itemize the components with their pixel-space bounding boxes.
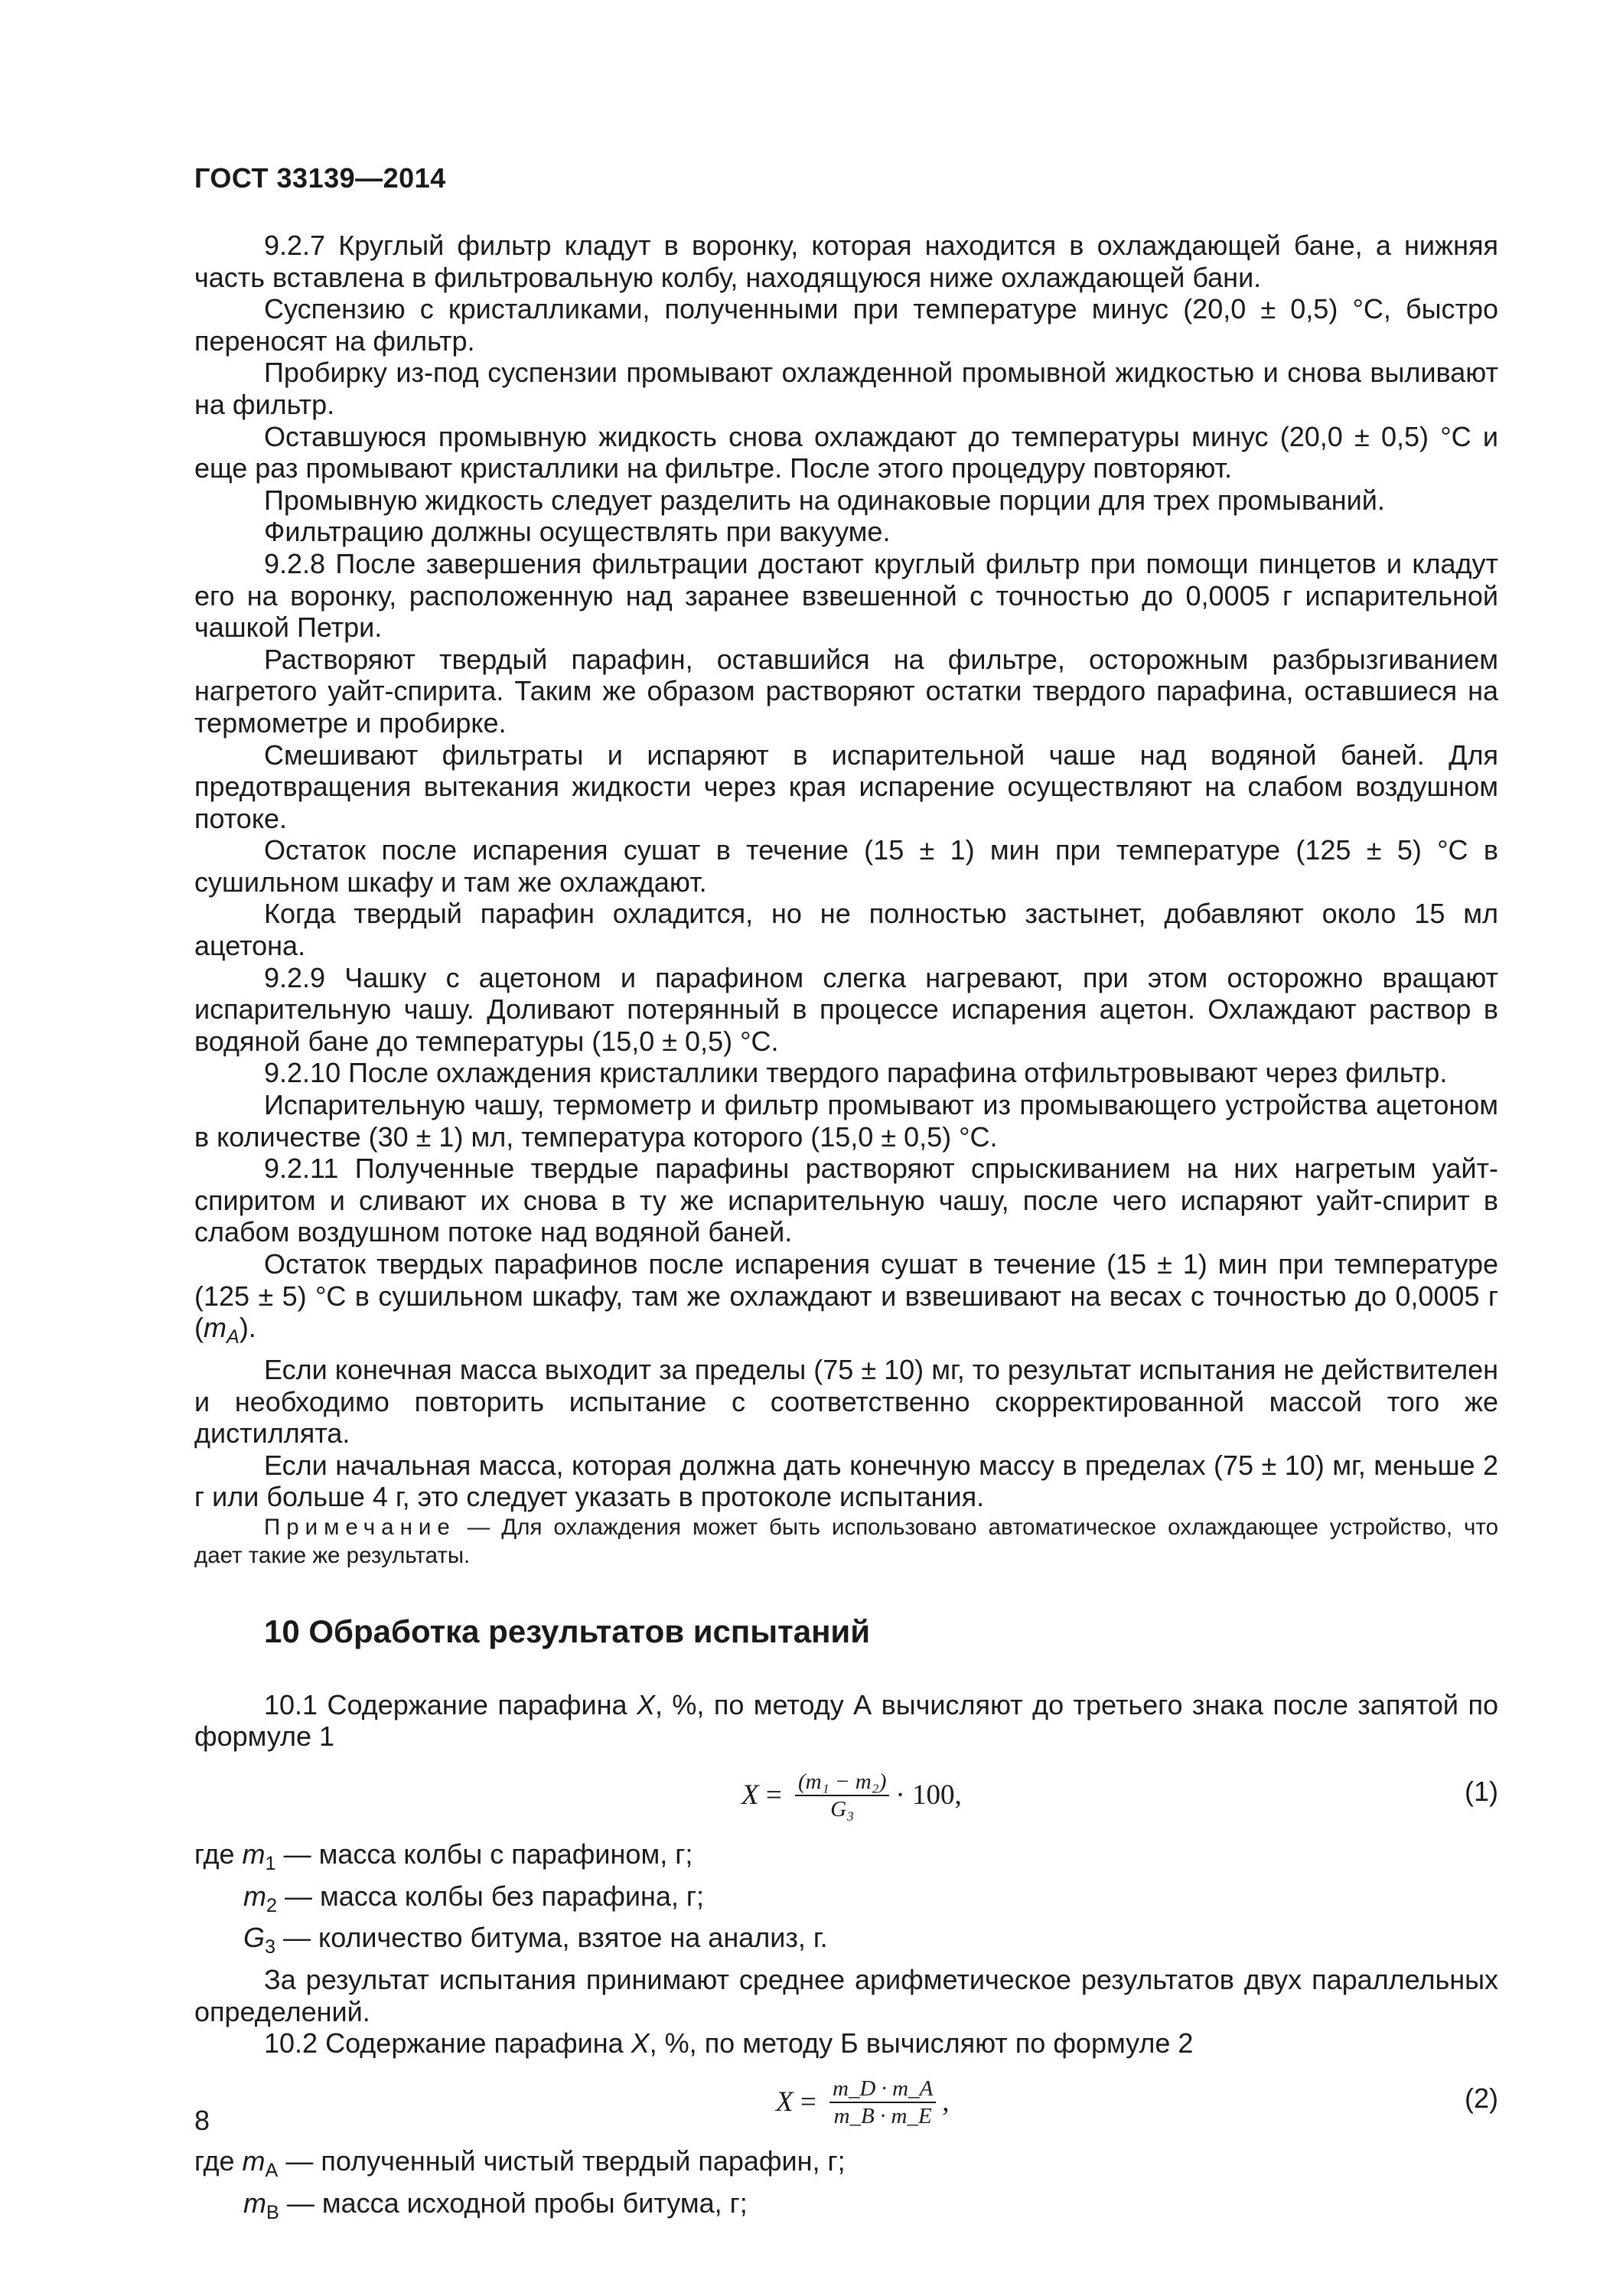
paragraph: 9.2.11 Полученные твердые парафины растворяют спрыскиванием на них нагретым уайт-спиритом и сливают их снова в ту же испарительную чашу, после чего испаряют уайт-спирит в слабом воздушном потоке над водяной баней. [194,1153,1498,1248]
paragraph-10-2 [194,2027,1498,2060]
def-prefix: где [194,1838,243,1870]
paragraph: Если начальная масса, которая должна дать конечную массу в пределах (75 ± 10) мг, меньше 2 г или больше 4 г, это следует указать в протоколе испытания. [194,1449,1498,1513]
definitions-2 [194,2145,1498,2229]
paragraph: 9.2.8 После завершения фильтрации достают круглый фильтр при помощи пинцетов и кладут его на воронку, расположенную над заранее взвешенной с точностью до 0,0005 г испарительной чашкой Петри. [194,547,1498,644]
formula-lhs: X [776,2086,794,2118]
formula-eq: = [758,1779,789,1811]
paragraph: 9.2.7 Круглый фильтр кладут в воронку, которая находится в охлаждающей бане, а нижняя часть вставлена в фильтровальную колбу, находящуюся ниже охлаждающей бани. [194,230,1498,293]
formula-2 [194,2060,1498,2145]
def-text: — масса колбы без парафина, г; [277,1880,704,1912]
def-text: — полученный чистый твердый парафин, г; [278,2144,846,2177]
paragraph: 9.2.9 Чашку с ацетоном и парафином слегка нагревают, при этом осторожно вращают испарительную чашу. Доливают потерянный в процессе испарения ацетон. Охлаждают раствор в водяной бане до температуры (15,0 ± 0,5) °С. [194,961,1498,1057]
def-subscript: 1 [265,1852,276,1874]
paragraph: Растворяют твердый парафин, оставшийся на фильтре, осторожным разбрызгиванием нагретого уайт-спирита. Таким же образом растворяют остатки твердого парафина, оставшиеся на термометре и пробирке. [194,643,1498,739]
paragraph-mass-ma [194,1248,1498,1354]
paragraph-10-1 [194,1689,1498,1753]
document-header: ГОСТ 33139—2014 [194,162,446,194]
def-symbol: G [243,1922,266,1954]
paragraph: Испарительную чашу, термометр и фильтр промывают из промывающего устройства ацетоном в количестве (30 ± 1) мл, температура которого (15,0 ± 0,5) °С. [194,1089,1498,1153]
paragraph-text: , %, по методу А вычисляют до третьего знака после запятой по формуле 1 [194,1688,1498,1753]
formula-expression [776,2060,950,2145]
formula-1 [194,1753,1498,1838]
formula-lhs: X [741,1779,759,1811]
variable-x: X [631,2027,650,2060]
paragraph-text: ). [239,1312,256,1344]
paragraph: Фильтрацию должны осуществлять при вакууме. [264,516,891,548]
def-subscript: B [266,2201,279,2223]
paragraph: 9.2.10 После охлаждения кристаллики твердого парафина отфильтровывают через фильтр. [264,1057,1448,1089]
definition-row [194,1838,1498,1880]
fraction-denominator: m_B · m_E [833,2103,932,2128]
fraction-denominator: G₃ [830,1796,855,1821]
note [194,1513,1498,1570]
paragraph-text: , %, по методу Б вычисляют по формуле 2 [649,2027,1194,2060]
page-number: 8 [194,2105,210,2136]
definition-row [194,2187,1498,2229]
def-text: — масса колбы с парафином, г; [275,1838,693,1870]
paragraph-text: 10.2 Содержание парафина [264,2027,631,2060]
paragraph: Если конечная масса выходит за пределы (75 ± 10) мг, то результат испытания не действителен и необходимо повторить испытание с соответственно скорректированной массой того же дистиллята. [194,1353,1498,1450]
def-symbol: m [242,2144,266,2177]
formula-fraction [795,1769,889,1822]
formula-fraction [829,2076,936,2129]
formula-number: (1) [1465,1775,1498,1807]
paragraph: Остаток после испарения сушат в течение (15 ± 1) мин при температуре (125 ± 5) °С в сушильном шкафу и там же охлаждают. [194,834,1498,898]
def-subscript: 2 [266,1894,278,1916]
note-label: Примечание [264,1514,456,1540]
paragraph: За результат испытания принимают среднее арифметическое результатов двух параллельных определений. [194,1964,1498,2027]
variable-x: X [636,1688,655,1720]
symbol-subscript: A [227,1326,240,1349]
paragraph: Оставшуюся промывную жидкость снова охлаждают до температуры минус (20,0 ± 0,5) °С и еще раз промывают кристаллики на фильтре. После этого процедуру повторяют. [194,420,1498,484]
definition-row [194,1880,1498,1923]
def-text: — количество битума, взятое на анализ, г. [275,1922,828,1954]
paragraph: Суспензию с кристалликами, полученными при температуре минус (20,0 ± 0,5) °С, быстро переносят на фильтр. [194,293,1498,357]
note-text: — Для охлаждения может быть использовано автоматическое охлаждающее устройство, что дает такие же результаты. [194,1514,1498,1568]
section-title: 10 Обработка результатов испытаний [264,1613,871,1649]
paragraph: Смешивают фильтраты и испаряют в испарительной чаше над водяной баней. Для предотвращения вытекания жидкости через края испарение осуществляют на слабом воздушном потоке. [194,739,1498,834]
formula-rhs: · 100, [895,1779,962,1811]
formula-eq: = [793,2086,823,2118]
paragraph: Промывную жидкость следует разделить на одинаковые порции для трех промываний. [264,484,1385,516]
def-symbol: m [243,2187,266,2219]
definition-row [194,2145,1498,2187]
def-subscript: 3 [265,1936,276,1958]
def-text: — масса исходной пробы битума, г; [279,2187,748,2219]
formula-rhs: , [942,2086,950,2118]
fraction-numerator: m_D · m_A [829,2076,936,2103]
symbol-m: m [204,1312,227,1344]
def-prefix: где [194,2144,243,2177]
definitions-1 [194,1838,1498,1964]
formula-expression [741,1753,962,1838]
paragraph: Когда твердый парафин охладится, но не полностью застынет, добавляют около 15 мл ацетона. [194,898,1498,962]
def-symbol: m [242,1838,266,1870]
def-subscript: A [265,2160,279,2182]
formula-number: (2) [1465,2082,1498,2114]
fraction-numerator: (m₁ − m₂) [795,1769,889,1796]
paragraph-text: 10.1 Содержание парафина [264,1688,637,1720]
def-symbol: m [243,1880,266,1912]
document-body [194,230,1498,2229]
paragraph-text: Остаток твердых парафинов после испарения сушат в течение (15 ± 1) мин при температуре (125 ± 5) °С в сушильном шкафу, там же охлаждают и взвешивают на весах с точностью до 0,0005 г ( [194,1248,1498,1344]
paragraph: Пробирку из-под суспензии промывают охлажденной промывной жидкостью и снова выливают на фильтр. [194,357,1498,420]
definition-row [194,1922,1498,1964]
